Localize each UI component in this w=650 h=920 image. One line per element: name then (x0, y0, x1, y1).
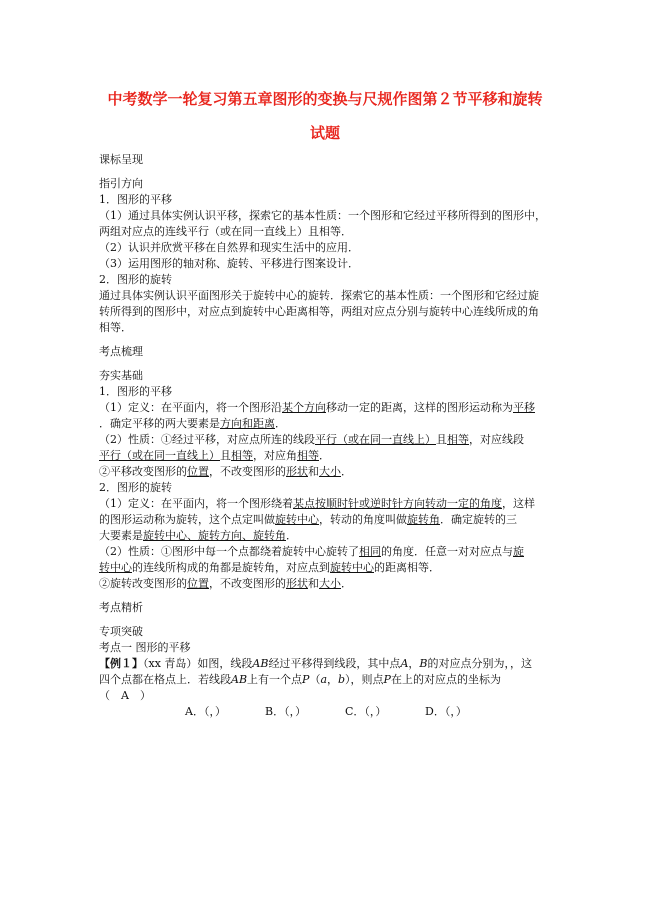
subsection-heading: 夯实基础 (99, 369, 143, 382)
doc-body (99, 152, 559, 720)
answer-blank: 相等 (447, 433, 469, 446)
answer-blank: 方向和距离 (220, 417, 275, 430)
answer-blank: 大小 (319, 577, 341, 590)
answer-blank: 形状 (286, 465, 308, 478)
paragraph-line: 大要素是旋转中心、旋转方向、旋转角． (99, 529, 297, 542)
answer-blank: 旋转中心 (275, 513, 319, 526)
heading: 1．图形的平移 (99, 385, 172, 398)
section-heading: 考点精析 (99, 601, 143, 614)
paragraph-line: 相等． (99, 321, 132, 334)
section-heading: 考点梳理 (99, 345, 143, 358)
example-label: 【例１】 (99, 657, 143, 670)
answer-blank: 平行（或在同一直线上） (99, 449, 220, 462)
answer-blank: 形状 (286, 577, 308, 590)
answer-blank: 某个方向 (282, 401, 326, 414)
answer-line: （ A ） (99, 689, 151, 702)
paragraph-line: （1）定义：在平面内，将一个图形沿某个方向移动一定的距离，这样的图形运动称为平移 (99, 401, 535, 414)
answer-blank: 旋转中心、旋转方向、旋转角 (143, 529, 286, 542)
answer-blank: 某点按顺时针或逆时针方向转动一定的角度 (293, 497, 502, 510)
answer-options (99, 704, 559, 720)
option-a: A．（，） (185, 705, 226, 718)
doc-title-line2: 试题 (309, 124, 340, 142)
doc-title-line1: 中考数学一轮复习第五章图形的变换与尺规作图第２节平移和旋转 (107, 90, 543, 108)
answer-blank: 位置 (187, 465, 209, 478)
paragraph-line: （1）通过具体实例认识平移，探索它的基本性质：一个图形和它经过平移所得到的图形中， (99, 209, 546, 222)
subsection-heading: 专项突破 (99, 625, 143, 638)
question-line: 四个点都在格点上．若线段AB上有一个点P（a，b），则点P在上的对应点的坐标为 (99, 673, 501, 686)
answer-blank: 平行（或在同一直线上） (315, 433, 436, 446)
answer-blank: 转中心 (99, 561, 132, 574)
paragraph-line: （2）认识并欣赏平移在自然界和现实生活中的应用． (99, 241, 359, 254)
answer-blank: 平移 (513, 401, 535, 414)
answer-blank: 旋 (513, 545, 524, 558)
paragraph-line: 平行（或在同一直线上）且相等，对应角相等． (99, 449, 330, 462)
paragraph-line: （1）定义：在平面内，将一个图形绕着某点按顺时针或逆时针方向转动一定的角度，这样 (99, 497, 535, 510)
paragraph-line: 通过具体实例认识平面图形关于旋转中心的旋转．探索它的基本性质：一个图形和它经过旋 (99, 289, 539, 302)
subsection-heading: 指引方向 (99, 177, 143, 190)
paragraph-line: （2）性质：①经过平移，对应点所连的线段平行（或在同一直线上）且相等，对应线段 (99, 433, 524, 446)
answer-blank: 相同 (359, 545, 381, 558)
answer-blank: 大小 (319, 465, 341, 478)
section-heading: 课标呈现 (99, 153, 143, 166)
answer-blank: 旋转角 (407, 513, 440, 526)
heading: 2．图形的旋转 (99, 481, 172, 494)
answer-blank: 旋转中心 (330, 561, 374, 574)
paragraph-line: ．确定平移的两大要素是方向和距离． (99, 417, 286, 430)
paragraph-line: 的图形运动称为旋转，这个点定叫做旋转中心，转动的角度叫做旋转角．确定旋转的三 (99, 513, 517, 526)
answer-blank: 相等 (231, 449, 253, 462)
paragraph-line: 两组对应点的连线平行（或在同一直线上）且相等． (99, 225, 352, 238)
answer-blank: 相等 (297, 449, 319, 462)
heading: 2．图形的旋转 (99, 273, 172, 286)
paragraph-line: ②平移改变图形的位置，不改变图形的形状和大小． (99, 465, 352, 478)
answer-blank: 位置 (187, 577, 209, 590)
paragraph-line: ②旋转改变图形的位置，不改变图形的形状和大小． (99, 577, 352, 590)
option-b: B．（，） (265, 705, 307, 718)
heading: 考点一 图形的平移 (99, 641, 191, 654)
heading: 1．图形的平移 (99, 193, 172, 206)
paragraph-line: 转中心的连线所构成的角都是旋转角，对应点到旋转中心的距离相等． (99, 561, 440, 574)
paragraph-line: （2）性质：①图形中每一个点都绕着旋转中心旋转了相同的角度．任意一对对应点与旋 (99, 545, 524, 558)
paragraph-line: （3）运用图形的轴对称、旋转、平移进行图案设计． (99, 257, 359, 270)
option-c: C．（，） (345, 705, 387, 718)
paragraph-line: 转所得到的图形中，对应点到旋转中心距离相等，两组对应点分别与旋转中心连线所成的角 (99, 305, 539, 318)
question-line: 【例１】（xx 青岛）如图，线段AB经过平移得到线段，其中点A，B的对应点分别为，，这 (99, 657, 532, 670)
option-d: D．（，） (425, 705, 467, 718)
